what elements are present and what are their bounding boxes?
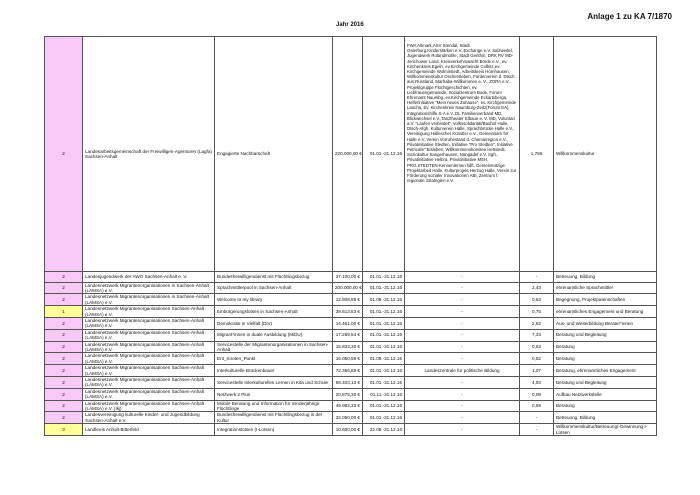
area-cell: Aus- und Weiterbildung Berater*innen — [554, 317, 657, 329]
area-cell: Beratung — [554, 400, 657, 412]
amount-cell: 49.982,33 € — [333, 400, 363, 412]
partners-cell: - — [405, 388, 520, 400]
period-cell: 01.01.-31.12.16 — [363, 282, 405, 294]
organization-cell: Landesjugendwerk der AWO Sachsen-Anhalt e. V. — [83, 272, 215, 283]
table-row — [45, 353, 657, 365]
area-cell: Beratung und Begleitung — [554, 329, 657, 341]
project-cell: Einbürgerungslotsen in Sachsen-Anhalt — [215, 306, 333, 318]
period-cell: 01.01.-31.12.16 — [363, 412, 405, 424]
period-cell: 01.09.-31.12.16 — [363, 294, 405, 306]
partners-cell: - — [405, 353, 520, 365]
amount-cell: 17.289,54 € — [333, 329, 363, 341]
partners-cell: - — [405, 412, 520, 424]
area-cell: Willkommenskultur/Betreuung/-Gewinnung I-Lotsen — [554, 424, 657, 436]
row-number-cell: 2 — [45, 353, 83, 365]
project-cell: Welcome to my library — [215, 294, 333, 306]
project-cell: Bundesfreiwilligendienst mit Flüchtlingsbezug in der Kultur — [215, 412, 333, 424]
organization-cell: Landesvereinigung kulturelle Kinder- und Jugendbildung Sachsen-Anhalt e.V. — [83, 412, 215, 424]
partners-cell: - — [405, 294, 520, 306]
project-cell: Demokratie in Vielfalt (DiV) — [215, 317, 333, 329]
area-cell: ehrenamtliches Engagement und Beratung — [554, 306, 657, 318]
value-cell: 1,07 — [520, 365, 554, 377]
amount-cell: 200.000,00 € — [333, 282, 363, 294]
organization-cell: Landesnetzwerk Migrantenorganisationen Sachsen-Anhalt (LAMSA) e.V. — [83, 341, 215, 353]
table-row — [45, 272, 657, 283]
amount-cell: 72.356,65 € — [333, 365, 363, 377]
value-cell: 0,63 — [520, 294, 554, 306]
period-cell: 01.09.-31.12.16 — [363, 353, 405, 365]
period-cell: 22.08.-31.12.16 — [363, 424, 405, 436]
project-cell: Mobile Beratung und Information für minderjährige Flüchtlinge — [215, 400, 333, 412]
amount-cell: 98.403,13 € — [333, 377, 363, 389]
value-cell: - — [520, 424, 554, 436]
period-cell: 01.01.-31.12.16 — [363, 37, 405, 272]
value-cell: 0,82 — [520, 353, 554, 365]
value-cell: 2,43 — [520, 282, 554, 294]
partners-cell: - — [405, 377, 520, 389]
organization-cell: Landkreis Anhalt-Bitterfeld — [83, 424, 215, 436]
table-row — [45, 412, 657, 424]
organization-cell: Landesnetzwerk Migrantenorganisationen in Sachsen-Anhalt (LAMSA) e.V. — [83, 294, 215, 306]
partners-cell: - — [405, 317, 520, 329]
row-number-cell: 2 — [45, 272, 83, 283]
period-cell: 01.01.-31.12.16 — [363, 329, 405, 341]
annex-label: Anlage 1 zu KA 7/1870 — [587, 12, 672, 21]
period-cell: 01.01.-31.12.16 — [363, 365, 405, 377]
row-number-cell: 2 — [45, 388, 83, 400]
row-number-cell: 2 — [45, 377, 83, 389]
area-cell: Beratung — [554, 341, 657, 353]
value-cell: 4,93 — [520, 377, 554, 389]
value-cell: 2,82 — [520, 317, 554, 329]
period-cell: 01.11.-31.12.16 — [363, 388, 405, 400]
organization-cell: Landesarbeitsgemeinschaft der Freiwilligen-Agenturen (Lagfa) Sachsen-Anhalt — [83, 37, 215, 272]
amount-cell: 14.461,00 € — [333, 317, 363, 329]
amount-cell: 10.600,00 € — [333, 424, 363, 436]
project-cell: Integrationslotsen (I-Lotsen) — [215, 424, 333, 436]
partners-cell: - — [405, 272, 520, 283]
amount-cell: 32.050,00 € — [333, 412, 363, 424]
partners-cell: FWA Altmark,ASV Stendal, Stadt Osterburg,Kinderstärken e.V.,Exchange e.V. Salzwedel, Jugendwerk Rolandmühle, Stadt Genthin, DRK RV MD-Jerichower Land, Kreisverkehrswacht Börde e.V., ev. Kirchenkreis Egeln, ev.Kirchgemeinde Colbitz,ev. Kirchgemeinde Wolmirstedt, Arbeitskreis Hornhausen, Willkommenskultur Oschersleben, Förderverein d. Dtsch. aus Russland, Marhaba-Willkommen e. V., ZORA e.V., Projektgruppe Flüchtgeschichten, ev. Liebfrauengemeinde, Sozialzentrum Bode, Forum Ehrenamt Naumbg.,ev.Kirchgemeinde Eckartsberga, Helferinitiative "Mein neues Zuhause", ev. Kirchgemeinde Laucha, Ev. Kirchenkreis Naumburg-Zeitz(Forum EA), Integrationshilfe S-A e.V.,DL Familienverband MD, Blickwechsel e.V.,Tanztheater Elbaue e. V. MD, Voluntari a.V. "Laufen verbindet", Volkssolidarität/Bauhof Halle, Dtsch-Afgh. Kulturverein Halle, Sprachbrücke Halle e.V., Vereinigung Hallescher Künstler e.V., Gemeinsam für Halle e.V.,Verein Vorruhestand d. Chemieregion e.V., Privatinitiative Stedten, Initiative "Pro Stedten", Initiative Petricafe" Eisleben, Willkommenskomitee Hettstedt, Soziokultur Sangerhausen, Nangadef e.V. Sgh., Privatinitiative Helbra, Privatinitiative MSH, PRO.STEDTEN-Kennenlernen hilft, Gemeinnützige Projektarbeit Halle, Kulturprojekt Herzog Halle, Verein zur Förderung sozialer Innovationen ABI, Zentrum f. regionale Strategien e.V. — [405, 37, 520, 272]
row-number-cell: 2 — [45, 341, 83, 353]
amount-cell: 20.875,30 € — [333, 388, 363, 400]
amount-cell: 16.050,59 € — [333, 353, 363, 365]
value-cell: - — [520, 272, 554, 283]
value-cell: 7,33 — [520, 329, 554, 341]
table-row — [45, 424, 657, 436]
organization-cell: Landesnetzwerk Migrantenorganisationen Sachsen-Anhalt (LAMSA) e.V. — [83, 306, 215, 318]
organization-cell: Landesnetzwerk Migrantenorganisationen Sachsen-Anhalt (LAMSA) e.V. — [83, 329, 215, 341]
value-cell: 0,08 — [520, 388, 554, 400]
table-row — [45, 329, 657, 341]
table-row — [45, 282, 657, 294]
partners-cell: Landeszentrale für politische Bildung — [405, 365, 520, 377]
organization-cell: Landesnetzwerk Migrantenorganisationen Sachsen-Anhalt (LAMSA) e.V. — [83, 365, 215, 377]
period-cell: 01.01.-31.12.16 — [363, 317, 405, 329]
value-cell: 0,69 — [520, 400, 554, 412]
period-cell: 01.01.-31.12.16 — [363, 377, 405, 389]
area-cell: Betreuung, Bildung — [554, 412, 657, 424]
period-cell: 01.01.-31.12.16 — [363, 306, 405, 318]
table-row — [45, 365, 657, 377]
area-cell: Beratung und Begleitung — [554, 377, 657, 389]
project-cell: Sprachmittlerpool in Sachsen-Anhalt — [215, 282, 333, 294]
row-number-cell: 2 — [45, 365, 83, 377]
year-label: Jahr 2016 — [336, 22, 364, 28]
table-row — [45, 377, 657, 389]
amount-cell: 15.833,30 € — [333, 341, 363, 353]
table-row — [45, 294, 657, 306]
period-cell: 01.01.-31.12.16 — [363, 400, 405, 412]
row-number-cell: 3 — [45, 424, 83, 436]
row-number-cell: 1 — [45, 306, 83, 318]
value-cell: 0,75 — [520, 306, 554, 318]
value-cell: 1,786 — [520, 37, 554, 272]
row-number-cell: 2 — [45, 294, 83, 306]
area-cell: Begegnung, Projektpatenschaften — [554, 294, 657, 306]
amount-cell: 220.000,00 € — [333, 37, 363, 272]
area-cell: Betreuung, Bildung — [554, 272, 657, 283]
row-number-cell: 2 — [45, 282, 83, 294]
period-cell: 01.01.-31.12.16 — [363, 272, 405, 283]
partners-cell: - — [405, 341, 520, 353]
table-row — [45, 317, 657, 329]
value-cell: - — [520, 412, 554, 424]
project-cell: Ent_Knoten_Punkt — [215, 353, 333, 365]
organization-cell: Landesnetzwerk Migrantenorganisationen Sachsen-Anhalt (LAMSA) e.V. — [83, 353, 215, 365]
row-number-cell: 2 — [45, 37, 83, 272]
row-number-cell: 2 — [45, 317, 83, 329]
partners-cell: - — [405, 282, 520, 294]
area-cell: ehrenamtliche Sprachmittler — [554, 282, 657, 294]
organization-cell: Landesnetzwerk Migrantenorganisationen Sachsen-Anhalt (LAMSA) e.V. — [83, 377, 215, 389]
amount-cell: 12.808,88 € — [333, 294, 363, 306]
area-cell: Willkommenskultur — [554, 37, 657, 272]
table-row — [45, 37, 657, 272]
organization-cell: Landesnetzwerk Migrantenorganisationen in Sachsen-Anhalt (LAMSA) e.V. — [83, 282, 215, 294]
area-cell: Beratung — [554, 353, 657, 365]
project-cell: Servicestelle Interkulturelles Lernen in Kita und Schule — [215, 377, 333, 389]
project-cell: Netzwerk 2 Plus — [215, 388, 333, 400]
partners-cell: - — [405, 424, 520, 436]
table-row — [45, 400, 657, 412]
project-cell: Interkulturelle Brückenbauer — [215, 365, 333, 377]
project-cell: Bundesfreiwilligendienst mit Flüchtlingsbezug — [215, 272, 333, 283]
row-number-cell: 2 — [45, 412, 83, 424]
row-number-cell: 2 — [45, 329, 83, 341]
period-cell: 01.01.-31.12.16 — [363, 341, 405, 353]
area-cell: Aufbau Netzwerkstelle — [554, 388, 657, 400]
project-cell: Engagierte Nachbarschaft — [215, 37, 333, 272]
partners-cell: - — [405, 329, 520, 341]
funding-table — [44, 36, 657, 436]
organization-cell: Landesnetzwerk Migrantenorganisationen Sachsen-Anhalt (LAMSA) e.V. — [83, 317, 215, 329]
area-cell: Beratung, ehrenamtliches Engagement — [554, 365, 657, 377]
organization-cell: Landesnetzwerk Migrantenorganisationen Sachsen-Anhalt (LAMSA) e.V. — [83, 388, 215, 400]
partners-cell: - — [405, 306, 520, 318]
value-cell: 0,63 — [520, 341, 554, 353]
project-cell: Servicestelle der Migrantenorganisationen in Sachsen-Anhalt — [215, 341, 333, 353]
row-number-cell: 2 — [45, 400, 83, 412]
amount-cell: 37.100,00 € — [333, 272, 363, 283]
project-cell: Migrant*innen in duale Ausbildung (MiDU) — [215, 329, 333, 341]
partners-cell: - — [405, 400, 520, 412]
amount-cell: 39.613,63 € — [333, 306, 363, 318]
table-row — [45, 306, 657, 318]
table-row — [45, 388, 657, 400]
organization-cell: Landesnetzwerk Migrantenorganisationen Sachsen-Anhalt (LAMSA) e.V. (Ikj) — [83, 400, 215, 412]
table-row — [45, 341, 657, 353]
